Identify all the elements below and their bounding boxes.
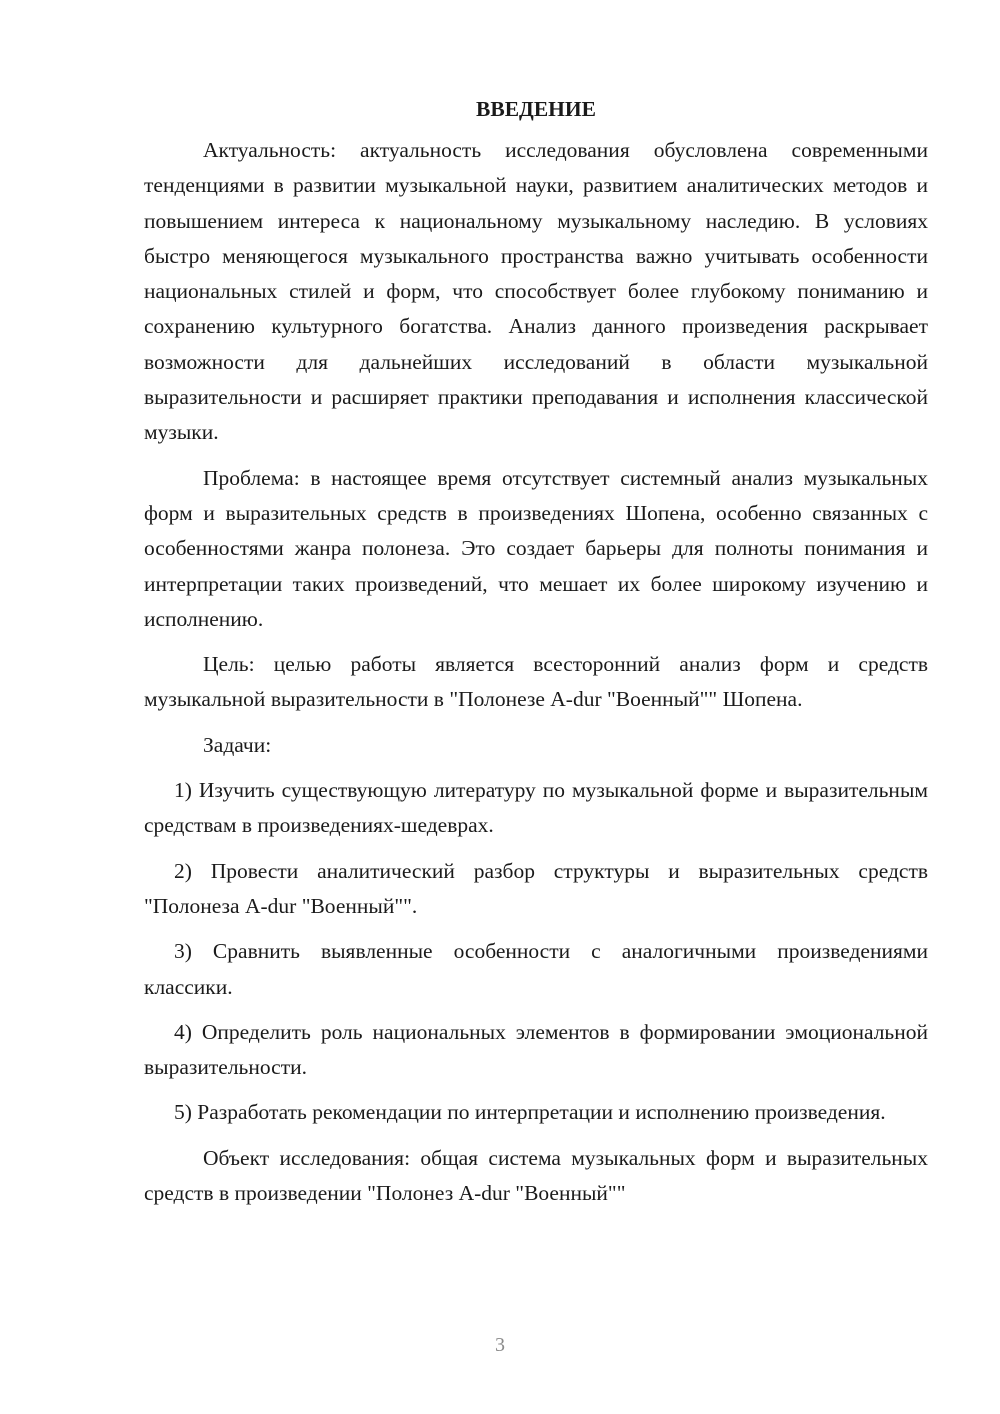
tasks-label: Задачи: (203, 732, 272, 757)
section-heading: ВВЕДЕНИЕ (476, 97, 596, 121)
document-page (144, 92, 928, 1221)
task-item: 4) Определить роль национальных элементов в формировании эмоциональной выразительности. (144, 1019, 928, 1080)
task-item: 3) Сравнить выявленные особенности с аналогичными произведениями классики. (144, 939, 928, 999)
task-item: 1) Изучить существующую литературу по музыкальной форме и выразительным средствам в произведениях-шедеврах. (144, 778, 928, 838)
task-item: 5) Разработать рекомендации по интерпретации и исполнению произведения. (174, 1100, 886, 1125)
paragraph-relevance: Актуальность: актуальность исследования обусловлена современными тенденциями в развитии музыкальной науки, развитием аналитических методов и повышением интереса к национальному музыкальному наследию. В условиях быстро меняющегося музыкального пространства важно учитывать особенности национальных стилей и форм, что способствует более глубокому пониманию и сохранению культурного богатства. Анализ данного произведения раскрывает возможности для дальнейших исследований в области музыкальной выразительности и расширяет практики преподавания и исполнения классической музыки. (144, 138, 928, 445)
paragraph-goal: Цель: целью работы является всесторонний анализ форм и средств музыкальной выразительности в "Полонезе A-dur "Военный"" Шопена. (144, 652, 928, 712)
page-number: 3 (495, 1334, 505, 1356)
paragraph-problem: Проблема: в настоящее время отсутствует системный анализ музыкальных форм и выразительных средств в произведениях Шопена, особенно связанных с особенностями жанра полонеза. Это создает барьеры для полноты понимания и интерпретации таких произведений, что мешает их более широкому изучению и исполнению. (144, 465, 928, 631)
task-item: 2) Провести аналитический разбор структуры и выразительных средств "Полонеза A-dur "Военный"". (144, 858, 928, 918)
paragraph-object: Объект исследования: общая система музыкальных форм и выразительных средств в произведении "Полонез A-dur "Военный"" (144, 1145, 928, 1206)
tasks-list (144, 773, 928, 1131)
